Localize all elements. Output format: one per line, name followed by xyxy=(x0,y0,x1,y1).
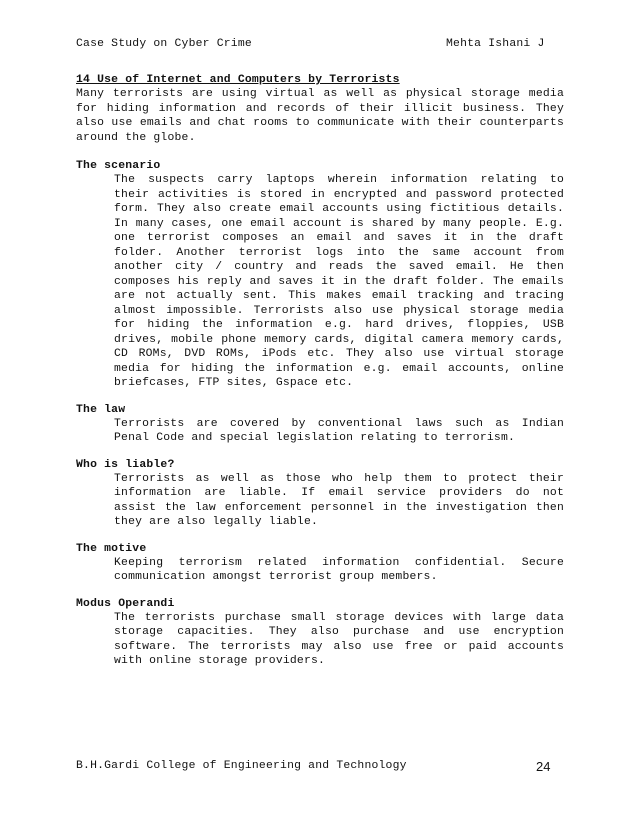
section-title: The scenario xyxy=(76,160,161,172)
section-title: The motive xyxy=(76,542,147,555)
running-header-title: Case Study on Cyber Crime xyxy=(76,38,252,50)
section-body: The suspects carry laptops wherein information relating to their activities is stored in encrypted and password protected form. They also create email accounts using fictitious details. In many cases, one email account is shared by many people. E.g. one terrorist composes an email and saves it in the draft folder. Another terrorist logs into the same account from another city / country and reads the saved email. He then composes his reply and saves it in the draft folder. The emails are not actually sent. This makes email tracking and tracing almost impossible. Terrorists also use physical storage media for hiding the information e.g. hard drives, floppies, USB drives, mobile phone memory cards, digital camera memory cards, CD ROMs, DVD ROMs, iPods etc. They also use virtual storage media for hiding the information e.g. email accounts, online briefcases, FTP sites, Gspace etc. xyxy=(114,174,564,389)
section-scenario xyxy=(76,159,564,391)
footer-institution: B.H.Gardi College of Engineering and Technology xyxy=(76,760,407,772)
page-content xyxy=(76,73,564,681)
section-law xyxy=(76,403,564,446)
section-motive xyxy=(76,542,564,585)
section-body: The terrorists purchase small storage devices with large data storage capacities. They also purchase and use encryption software. The terrorists may also use free or paid accounts with online storage providers. xyxy=(114,611,564,667)
intro-paragraph: Many terrorists are using virtual as well as physical storage media for hiding information and records of their illicit business. They also use emails and chat rooms to communicate with their counterparts around the globe. xyxy=(76,88,564,144)
section-liability xyxy=(76,458,564,530)
section-title: Who is liable? xyxy=(76,458,175,471)
section-body: Terrorists are covered by conventional laws such as Indian Penal Code and special legislation relating to terrorism. xyxy=(114,417,564,444)
section-body: Terrorists as well as those who help them to protect their information are liable. If email service providers do not assist the law enforcement personnel in the investigation then they are also legally liable. xyxy=(114,472,564,528)
section-body: Keeping terrorism related information confidential. Secure communication amongst terrorist group members. xyxy=(114,556,564,583)
section-modus-operandi xyxy=(76,597,564,669)
page-heading: 14 Use of Internet and Computers by Terrorists xyxy=(76,74,400,86)
page-number: 24 xyxy=(536,759,551,774)
running-header-author: Mehta Ishani J xyxy=(446,38,545,50)
section-title: The law xyxy=(76,403,126,416)
section-title: Modus Operandi xyxy=(76,597,175,610)
